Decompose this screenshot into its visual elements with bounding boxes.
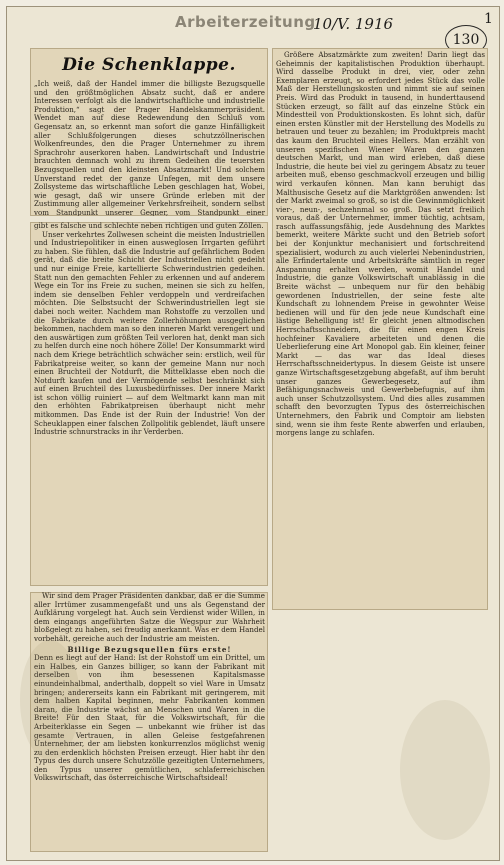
subheading: Billige Bezugsquellen fürs erste! [67, 644, 232, 654]
clipping-part-1 [30, 48, 268, 216]
clipping-part-3 [30, 592, 268, 852]
paragraph: Größere Absatzmärkte zum zweiten! Darin liegt das Geheimnis der kapitalistischen Produktion überhaupt. Wird dasselbe Produkt in drei, vier, oder zehn Exemplaren erzeugt, so erfordert jedes Stück das volle Maß der Herstellungskosten und nimmt sie auf seinen Preis. Wird das Produkt in tausend, in hunderttausend Stücken erzeugt, so fällt auf das einzelne Stück ein Mindestteil von Produktionskosten. Es lohnt sich, dafür einen ersten Künstler mit der Herstellung des Modells zu betrauen und teuer zu bezahlen; im Produktpreis macht das kaum den Bruchteil eines Hellers. Man erzählt von unseren spezifischen Wiener Waren den ganzen deutschen Markt, und man wird erleben, daß diese Industrie, die heute bei viel zu geringem Absatz zu teuer arbeiten muß, ebenso geschmackvoll erzeugen und billig wird verkaufen können. Man kann beruhigt das Malthusische Gesetz auf die Marktgrößen anwenden: Ist der Markt zweimal so groß, so ist die Gewinnmöglichkeit vier-, neun-, sechzehnmal so groß. Das setzt freilich voraus, daß der Unternehmer, immer tüchtig, achtsam, rasch auffassungsfähig, jede Ausdehnung des Marktes bemerkt, weitere Märkte sucht und den Betrieb sofort bei der Konjunktur mechanisiert und fortschreitend spezialisiert, wodurch zu auch vielerlei Nebenindustrien, alle Erfindertalente und Arbeitskräfte sämtlich in reger Anspannung erhalten werden, womit Handel und Industrie, die ganze Volkswirtschaft unablässig in die Breite wächst — unbequem nur für den behäbig gewordenen Industriellen, der seine feste alte Kundschaft zu lohnendem Preise in gewohnter Weise bedienen will und für den jede neue Kundschaft eine lästige Behelligung ist! Er gleicht jenen altmodischen Herrschaftsschneidern, die für einen engen Kreis hochfeiner Kavaliere arbeiteten und denen die Ueberlieferung eine Art Monopol gab. Ein kleiner, feiner Markt — das war das Ideal dieses Herrschaftsschneidertypus. In diesem Geiste ist unsere ganze Wirtschaftsgesetzgebung abgefaßt, auf ihm beruht unser ganzes Gewerbegesetz, auf ihm Befähigungsnachweis und Gewerbebefugnis, auf ihm auch unser Schutzzollsystem. Und dies alles zusammen schafft den bevorzugten Typus des österreichischen Unternehmers, den Fabrik und Comptoir am liebsten sind, wenn sie ihm feste Rente abwerfen und erlauben, morgens lange zu schlafen. [276, 50, 485, 438]
paragraph: Wir sind dem Prager Präsidenten dankbar, daß er die Summe aller Irrtümer zusammengefaßt und uns als Gegenstand der Aufklärung vorgelegt hat. Auch sein Verdienst wider Willen, in dem eingangs angeführten Satze die Wegspur zur Wahrheit bloßgelegt zu haben, sei freudig anerkannt. Was er dem Handel vorbehält, gereiche auch der Industrie am meisten. [34, 592, 265, 643]
paragraph: „Ich weiß, daß der Handel immer die billigste Bezugsquelle und den größtmöglichen Absatz sucht, daß er andere Interessen verfolgt als die landwirtschaftliche und industrielle Produktion,“ sagt der Prager Handelskammerpräsident. Wendet man auf diese Redewendung den Schluß vom Gegensatz an, so erkennt man sofort die ganze Hinfälligkeit aller Schlußfolgerungen dieses schutzzöllnerischen Wolkenfreundes, den die Prager Unternehmer zu ihrem Sprachrohr auserkoren haben. Landwirtschaft und Industrie brauchten demnach wohl zu ihrem Gedeihen die teuersten Bezugsquellen und den kleinsten Absatzmarkt! Und solchem Unverstand redet der ganze Unfegen, mit dem unsere Zollsysteme das wirtschaftliche Leben geschlagen hat, Wobei, wie gesagt, daß wir unsere Gründe erleben mit der Zustimmung aller allgemeiner Verkehrsfreiheit, sondern selbst vom Standpunkt unserer Gegner, vom Standpunkt einer [34, 79, 265, 216]
newspaper-stamp: Arbeiterzeitung [175, 13, 316, 31]
article-title: Die Schenklappe. [62, 55, 236, 75]
handwritten-date: 10/V. 1916 [313, 15, 394, 33]
clipping-part-2 [30, 222, 268, 586]
clipping-part-4 [272, 48, 488, 610]
paragraph: Unser verkehrtes Zollwesen scheint die meisten Industriellen und Industriepolitiker in einen ausweglosen Irrgarten geführt zu haben. Sie fühlen, daß die Industrie auf gefährlichem Boden gerät, daß die breite Schicht der Industriellen nicht gedeiht und nur einige Freie, kartellierte Schwerindustrien gedeihen. Statt nun den gemachten Fehler zu erkennen und auf anderem Wege ein Tor ins Freie zu suchen, meinen sie sich zu helfen, indem sie denselben Fehler verdoppeln und verdreifachen möchten. Die Selbstsucht der Schwerindustriellen legt sie dabei noch weiter. Nachdem man Rohstoffe zu verzollen und die Fabrikate durch weitere Zollerhöhungen ausgeglichen bekommen, nachdem man so den inneren Markt verengert und den auswärtigen zum größten Teil verloren hat, denkt man sich zu helfen durch eine noch höhere Zölle! Der Konsummarkt wird nach dem Kriege beträchtlich schwächer sein: erstlich, weil für Fabrikatpreise weiter, so kann der gemeine Mann nur noch einen Bruchteil der Notdurft, die Mittelklasse eben noch die Notdurft kaufen und der Vermögende selbst beschränkt sich auf einen Bruchteil des Luxusbedürfnisses. Der innere Markt ist schon völlig ruiniert — auf dem Weltmarkt kann man mit den erhöhten Fabrikatpreisen überhaupt nicht mehr mitkommen. Das Ende ist der Ruin der Industrie! Von der Scheuklappen einer falschen Zollpolitik geblendet, läuft unsere Industrie schnurstracks in ihr Verderben. [34, 229, 265, 437]
archive-number: 130 [445, 25, 487, 55]
paragraph: gibt es falsche und schlechte neben richtigen und guten Zöllen. [34, 222, 264, 230]
corner-mark: 1 [484, 11, 493, 27]
paragraph: Denn es liegt auf der Hand: Ist der Rohstoff um ein Drittel, um ein Halbes, ein Ganzes billiger, so kann der Fabrikant mit derselben von ihm besessenen Kapitalsmasse einundeinhalbmal, anderthalb, doppelt so viel Ware in Umsatz bringen; andererseits kann ein Fabrikant mit geringerem, mit dem halben Kapital beginnen, mehr Fabrikanten kommen daran, die Industrie wächst an Menschen und Waren in die Breite! Für den Staat, für die Volkswirtschaft, für die Arbeiterklasse ein Segen — unbekannt wie früher ist das gesamte Vertrauen, in allen Geleise festgefahrenen Unternehmer, der am liebsten konkurrenzlos möglichst wenig zu den erdenklich höchsten Preisen erzeugt. Hier habt ihr den Typus des durch unsere Schutzzölle gezeitigten Unternehmers, den Typus unserer gemütlichen, schlaferreichischen Volkswirtschaft, das österreichische Wirtschaftsideal! [34, 653, 265, 783]
